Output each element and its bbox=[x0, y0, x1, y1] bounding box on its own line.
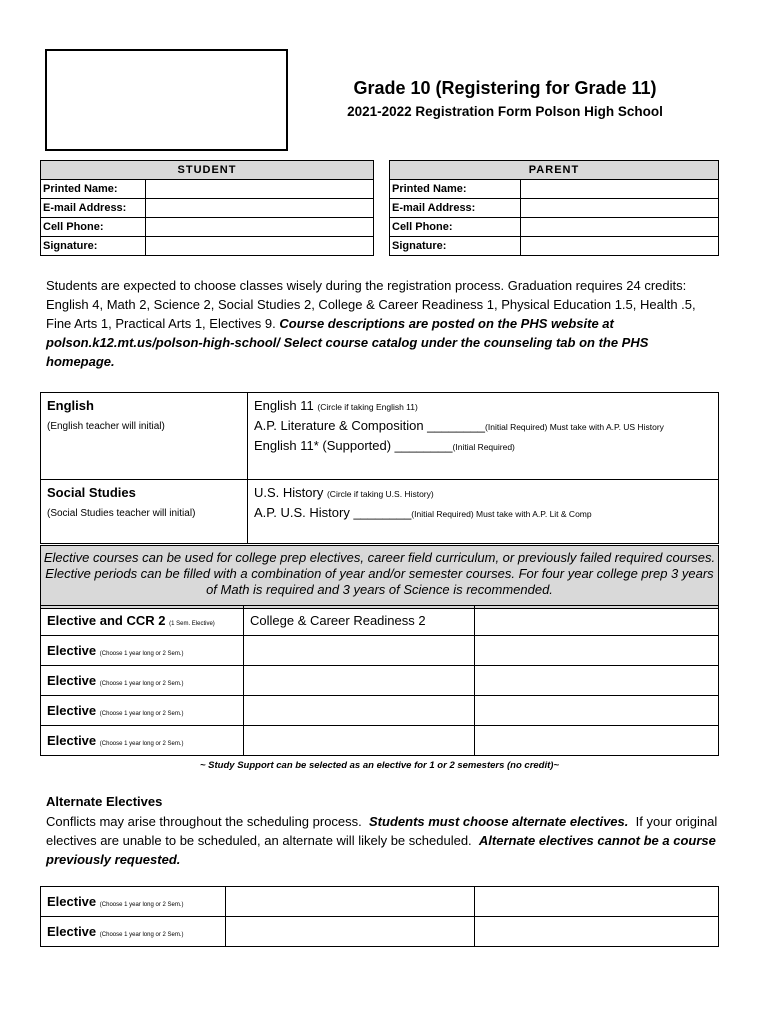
photo-box bbox=[45, 49, 288, 151]
elective-label: Elective (Choose 1 year long or 2 Sem.) bbox=[41, 666, 244, 696]
social-note: (Social Studies teacher will initial) bbox=[47, 508, 196, 519]
parent-name-field[interactable] bbox=[521, 180, 719, 199]
elective-field[interactable] bbox=[244, 696, 475, 726]
student-signature-field[interactable] bbox=[146, 237, 374, 256]
alternate-label: Elective (Choose 1 year long or 2 Sem.) bbox=[41, 887, 226, 917]
english-option-3[interactable]: English 11* (Supported) ________(Initial Required) bbox=[254, 438, 515, 453]
intro-text: Students are expected to choose classes wisely during the registration process. Graduation requires 24 credits: English 4, Math 2, Science 2, Social Studies 2, College & Career Readiness 1, Physical Education 1.5, Health .5, Fine Arts 1, Practical Arts 1, Electives 9. bbox=[46, 278, 696, 331]
alternate-text: Conflicts may arise throughout the scheduling process. Students must choose alternate electives. If your original electives are unable to be scheduled, an alternate will likely be scheduled. Alternate electives cannot be a course previously requested. bbox=[46, 814, 718, 867]
form-subtitle: 2021-2022 Registration Form Polson High School bbox=[347, 104, 663, 119]
elective-alt-field[interactable] bbox=[475, 636, 719, 666]
student-heading: STUDENT bbox=[41, 161, 374, 180]
elective-field[interactable] bbox=[244, 666, 475, 696]
english-note: (English teacher will initial) bbox=[47, 421, 165, 432]
english-option-2[interactable]: A.P. Literature & Composition ________(Initial Required) Must take with A.P. US History bbox=[254, 418, 664, 433]
student-phone-label: Cell Phone: bbox=[41, 218, 146, 237]
parent-signature-label: Signature: bbox=[390, 237, 521, 256]
elective-row bbox=[41, 666, 719, 696]
elective-field[interactable] bbox=[244, 636, 475, 666]
social-options bbox=[248, 480, 719, 544]
alternate-alt-field[interactable] bbox=[475, 917, 719, 947]
elective-ccr-value: College & Career Readiness 2 bbox=[244, 606, 475, 636]
elective-field[interactable] bbox=[244, 726, 475, 756]
parent-email-label: E-mail Address: bbox=[390, 199, 521, 218]
alternate-electives-table bbox=[40, 886, 719, 947]
social-option-1[interactable]: U.S. History (Circle if taking U.S. History) bbox=[254, 485, 434, 500]
elective-alt-field[interactable] bbox=[475, 696, 719, 726]
english-options bbox=[248, 393, 719, 480]
intro-paragraph bbox=[46, 276, 716, 371]
electives-table bbox=[40, 605, 719, 756]
alternate-alt-field[interactable] bbox=[475, 887, 719, 917]
alternate-field[interactable] bbox=[226, 887, 475, 917]
english-cell bbox=[41, 393, 248, 480]
elective-info-box: Elective courses can be used for college prep electives, career field curriculum, or previously failed required courses. Elective periods can be filled with a combination of year and/or semester courses. For four year college prep 3 years of Math is required and 3 years of Science is recommended. bbox=[40, 545, 719, 609]
student-email-field[interactable] bbox=[146, 199, 374, 218]
alternate-field[interactable] bbox=[226, 917, 475, 947]
alternate-title: Alternate Electives bbox=[46, 794, 163, 809]
elective-ccr-label: Elective and CCR 2 (1 Sem. Elective) bbox=[41, 606, 244, 636]
elective-label: Elective (Choose 1 year long or 2 Sem.) bbox=[41, 696, 244, 726]
study-support-note: ~ Study Support can be selected as an elective for 1 or 2 semesters (no credit)~ bbox=[199, 760, 560, 771]
student-name-field[interactable] bbox=[146, 180, 374, 199]
parent-name-label: Printed Name: bbox=[390, 180, 521, 199]
student-email-label: E-mail Address: bbox=[41, 199, 146, 218]
social-name: Social Studies bbox=[47, 485, 136, 500]
elective-row bbox=[41, 726, 719, 756]
student-name-label: Printed Name: bbox=[41, 180, 146, 199]
parent-info-table bbox=[389, 160, 719, 256]
parent-email-field[interactable] bbox=[521, 199, 719, 218]
alternate-row bbox=[41, 917, 719, 947]
social-option-2[interactable]: A.P. U.S. History ________(Initial Required) Must take with A.P. Lit & Comp bbox=[254, 505, 592, 520]
student-phone-field[interactable] bbox=[146, 218, 374, 237]
english-option-1[interactable]: English 11 (Circle if taking English 11) bbox=[254, 398, 418, 413]
elective-row bbox=[41, 606, 719, 636]
elective-row bbox=[41, 636, 719, 666]
intro-emphasis: Course descriptions are posted on the PHS website at polson.k12.mt.us/polson-high-school/ Select course catalog under the counseling tab on the PHS homepage. bbox=[46, 316, 649, 369]
core-courses-table bbox=[40, 392, 719, 544]
alternate-label: Elective (Choose 1 year long or 2 Sem.) bbox=[41, 917, 226, 947]
elective-alt-field[interactable] bbox=[475, 606, 719, 636]
alternate-row bbox=[41, 887, 719, 917]
english-name: English bbox=[47, 398, 94, 413]
parent-phone-field[interactable] bbox=[521, 218, 719, 237]
elective-label: Elective (Choose 1 year long or 2 Sem.) bbox=[41, 726, 244, 756]
social-cell bbox=[41, 480, 248, 544]
student-signature-label: Signature: bbox=[41, 237, 146, 256]
parent-heading: PARENT bbox=[390, 161, 719, 180]
student-info-table bbox=[40, 160, 374, 256]
elective-row bbox=[41, 696, 719, 726]
parent-signature-field[interactable] bbox=[521, 237, 719, 256]
form-title: Grade 10 (Registering for Grade 11) bbox=[353, 78, 657, 98]
elective-alt-field[interactable] bbox=[475, 666, 719, 696]
parent-phone-label: Cell Phone: bbox=[390, 218, 521, 237]
elective-alt-field[interactable] bbox=[475, 726, 719, 756]
elective-label: Elective (Choose 1 year long or 2 Sem.) bbox=[41, 636, 244, 666]
